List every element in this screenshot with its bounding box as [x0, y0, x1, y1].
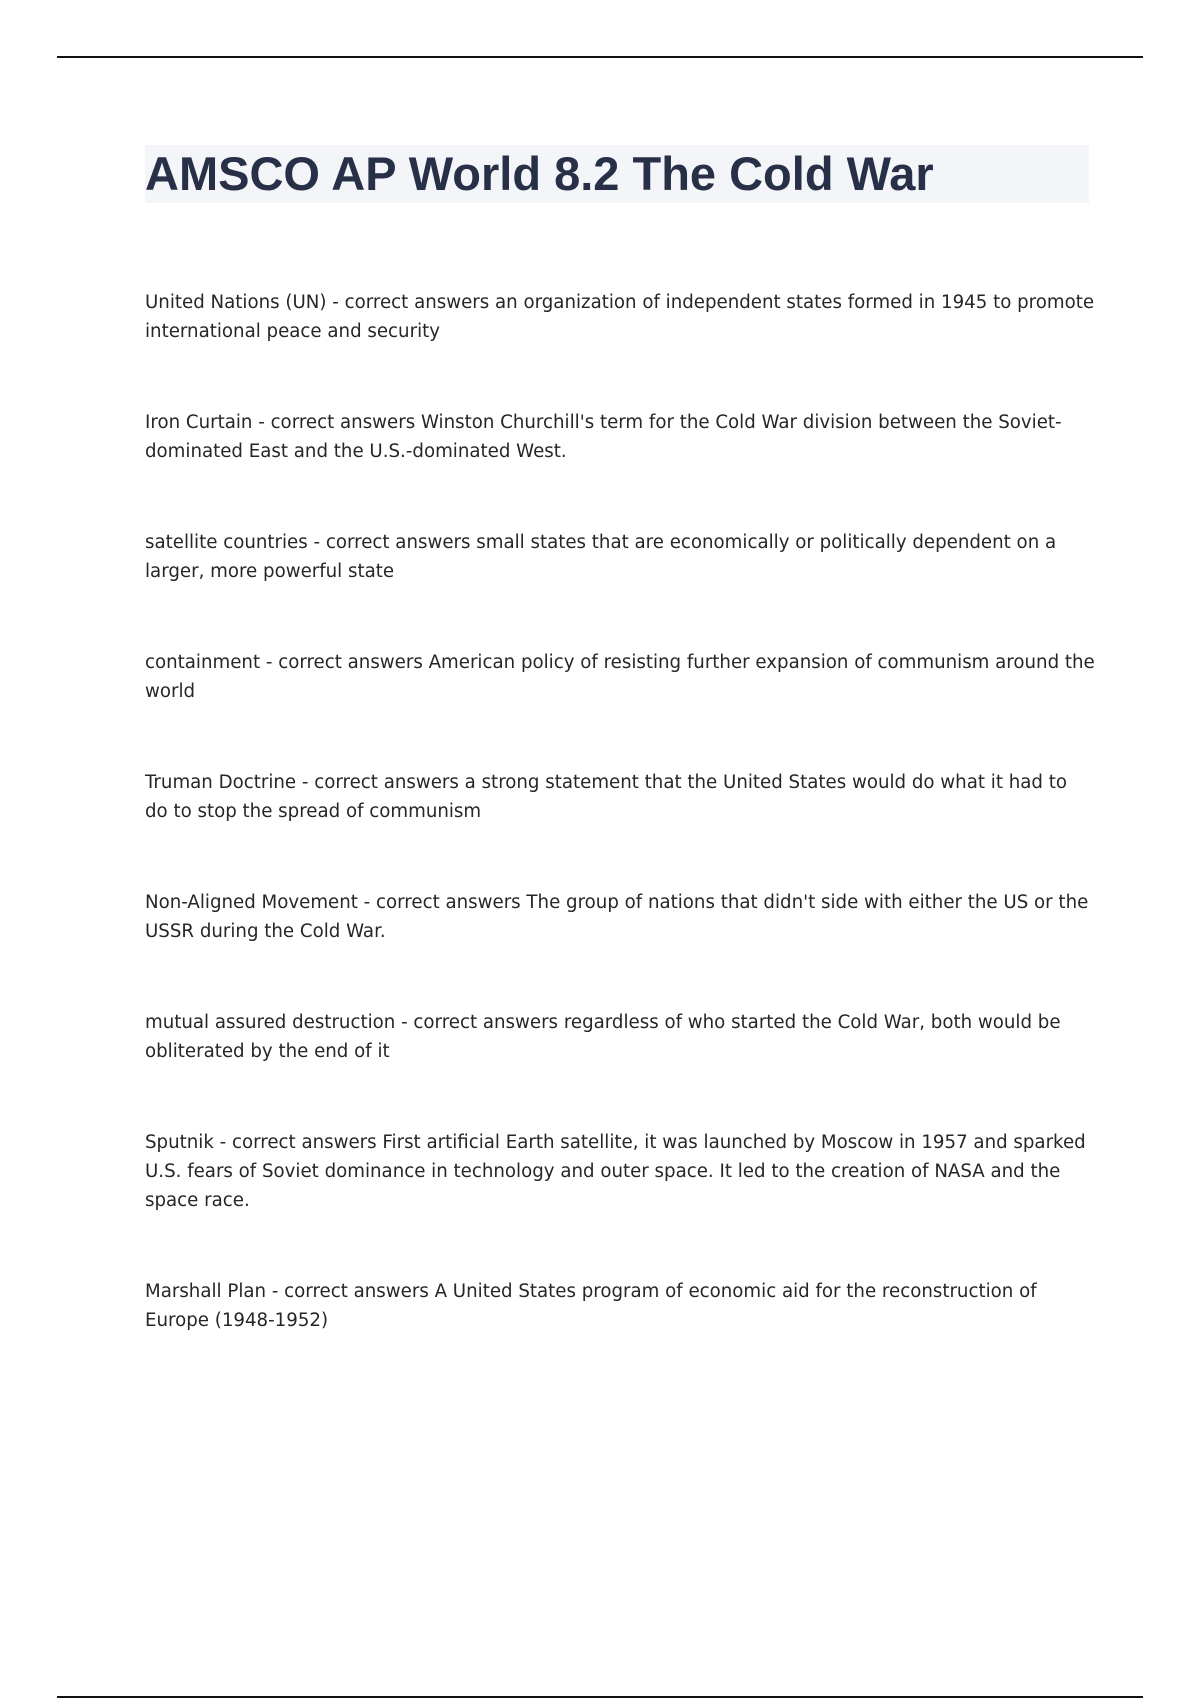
entry-marshall-plan: Marshall Plan - correct answers A United States program of economic aid for the reconstruction of Europe (1948-1952) [145, 1281, 1037, 1331]
entry-united-nations: United Nations (UN) - correct answers an organization of independent states formed in 1945 to promote international peace and security [145, 292, 1095, 342]
entry-mutual-assured-destruction: mutual assured destruction - correct answers regardless of who started the Cold War, both would be obliterated by the end of it [145, 1012, 1061, 1062]
top-divider [57, 56, 1143, 58]
entry-list [145, 288, 1095, 1397]
entry-truman-doctrine: Truman Doctrine - correct answers a strong statement that the United States would do what it had to do to stop the spread of communism [145, 772, 1067, 822]
entry-satellite-countries: satellite countries - correct answers small states that are economically or politically dependent on a larger, more powerful state [145, 532, 1057, 582]
entry-iron-curtain: Iron Curtain - correct answers Winston Churchill's term for the Cold War division between the Soviet-dominated East and the U.S.-dominated West. [145, 412, 1062, 462]
entry-non-aligned-movement: Non-Aligned Movement - correct answers The group of nations that didn't side with either the US or the USSR during the Cold War. [145, 892, 1089, 942]
entry-sputnik: Sputnik - correct answers First artificial Earth satellite, it was launched by Moscow in 1957 and sparked U.S. fears of Soviet dominance in technology and outer space. It led to the creation of NASA and the space race. [145, 1132, 1086, 1211]
document-title: AMSCO AP World 8.2 The Cold War [145, 147, 934, 200]
entry-containment: containment - correct answers American policy of resisting further expansion of communism around the world [145, 652, 1095, 702]
bottom-divider [57, 1696, 1143, 1698]
